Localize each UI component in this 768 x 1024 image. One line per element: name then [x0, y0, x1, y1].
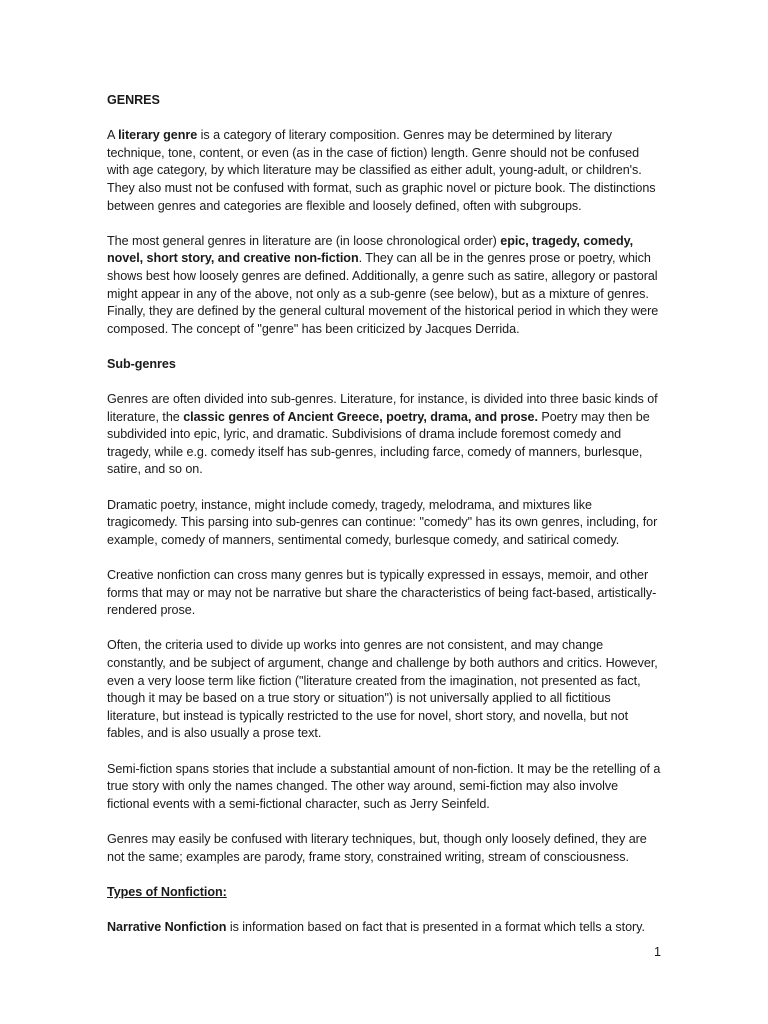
paragraph-subgenres	[107, 391, 663, 479]
paragraph-general-genres	[107, 233, 663, 339]
paragraph-creative-nonfiction: Creative nonfiction can cross many genres but is typically expressed in essays, memoir, and other forms that may or may not be narrative but share the characteristics of being fact-based, artistically-rendered prose.	[107, 568, 657, 618]
bold-term-narrative-nonfiction: Narrative Nonfiction	[107, 919, 227, 934]
paragraph-narrative-nonfiction	[107, 919, 663, 937]
paragraph-dramatic-poetry: Dramatic poetry, instance, might include comedy, tragedy, melodrama, and mixtures like tragicomedy. This parsing into sub-genres can continue: "comedy" has its own genres, including, for example, comedy of manners, sentimental comedy, burlesque comedy, and satirical comedy.	[107, 497, 658, 547]
bold-term-general-genres: epic, tragedy, comedy, novel, short story, and creative non-fiction	[107, 233, 634, 266]
document-title: GENRES	[107, 93, 160, 107]
section-heading-subgenres: Sub-genres	[107, 356, 176, 371]
bold-term-literary-genre: literary genre	[118, 128, 198, 143]
text-run: . They can all be in the genres prose or poetry, which shows best how loosely genres are defined. Additionally, a genre such as satire, allegory or pastoral might appear in any of the above, not only as a sub-genre (see below), but as a mixture of genres. Finally, they are defined by the general cultural movement of the historical period in which they were composed. The concept of "genre" has been criticized by Jacques Derrida.	[107, 251, 659, 336]
text-run: is information based on fact that is presented in a format which tells a story.	[226, 919, 645, 934]
paragraph-literary-genre	[107, 127, 663, 215]
section-heading-nonfiction-types: Types of Nonfiction:	[107, 884, 227, 899]
text-run: A	[107, 128, 119, 143]
paragraph-semi-fiction: Semi-fiction spans stories that include a substantial amount of non-fiction. It may be the retelling of a true story with only the names changed. The other way around, semi-fiction may also involve fictional events with a semi-fictional character, such as Jerry Seinfeld.	[107, 761, 661, 811]
bold-term-classic-genres: classic genres of Ancient Greece, poetry, drama, and prose.	[183, 409, 538, 424]
text-run: is a category of literary composition. Genres may be determined by literary technique, tone, content, or even (as in the case of fiction) length. Genre should not be confused with age category, by which literature may be classified as either adult, young-adult, or children's. They also must not be confused with format, such as graphic novel or picture book. The distinctions between genres and categories are flexible and loosely defined, often with subgroups.	[107, 128, 656, 213]
text-run: Genres are often divided into sub-genres. Literature, for instance, is divided into three basic kinds of literature, the	[107, 392, 658, 424]
text-run: The most general genres in literature are (in loose chronological order)	[107, 233, 501, 248]
paragraph-criteria: Often, the criteria used to divide up works into genres are not consistent, and may change constantly, and be subject of argument, change and challenge by both authors and critics. However, even a very loose term like fiction ("literature created from the imagination, not presented as fact, though it may be based on a true story or situation") is not universally applied to all fictitious literature, but instead is typically restricted to the use for novel, short story, and novella, but not fables, and is also usually a prose text.	[107, 638, 658, 741]
page-number: 1	[653, 945, 661, 959]
paragraph-literary-techniques: Genres may easily be confused with literary techniques, but, though only loosely defined, they are not the same; examples are parody, frame story, constrained writing, stream of consciousness.	[107, 831, 647, 864]
text-run: Poetry may then be subdivided into epic, lyric, and dramatic. Subdivisions of drama include foremost comedy and tragedy, while e.g. comedy itself has sub-genres, including farce, comedy of manners, burlesque, satire, and so on.	[107, 409, 650, 477]
document-body	[107, 92, 663, 954]
